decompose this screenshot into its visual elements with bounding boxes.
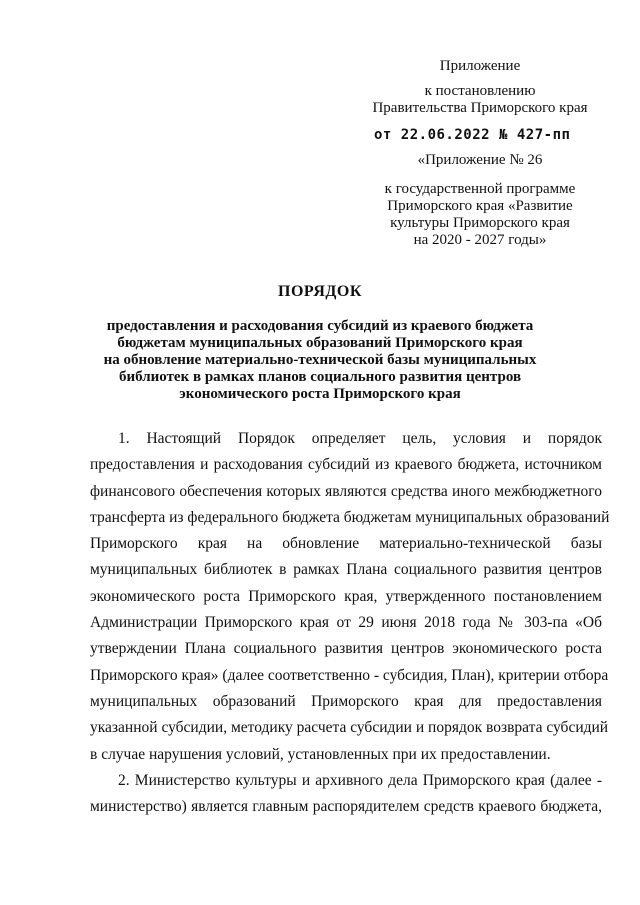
subtitle-line: библиотек в рамках планов социального развития центров (118, 369, 522, 385)
paragraph-line: предоставления и расходования субсидий из краевого бюджета, источником (90, 456, 602, 474)
annex-program-line: Приморского края «Развитие (387, 198, 573, 214)
paragraph-line: Приморского края» (далее соответственно - субсидия, План), критерии отбора (90, 666, 609, 684)
paragraph-line: 2. Министерство культуры и архивного дела Приморского края (далее - (118, 771, 602, 789)
paragraph-line: муниципальных библиотек в рамках Плана социального развития центров (90, 561, 602, 579)
document-body (90, 426, 610, 820)
paragraph-line: трансферта из федерального бюджета бюджетам муниципальных образований (90, 508, 610, 526)
annex-program-line: на 2020 - 2027 годы» (413, 232, 547, 248)
annex-header-line: к постановлению (424, 83, 536, 99)
paragraph-1 (90, 426, 610, 768)
paragraph-line: финансового обеспечения которых являются средства иного межбюджетного (90, 482, 602, 500)
paragraph-line: указанной субсидии, методику расчета субсидии и порядок возврата субсидий (90, 719, 609, 737)
document-subtitle (90, 318, 550, 403)
paragraph-line: министерство) является главным распорядителем средств краевого бюджета, (90, 798, 602, 816)
annex-header (350, 58, 610, 144)
paragraph-line: в случае нарушения условий, установленных при их предоставлении. (90, 745, 551, 763)
annex-program-line: к государственной программе (384, 181, 576, 197)
annex-header-line: Приложение (439, 58, 521, 74)
subtitle-line: экономического роста Приморского края (179, 386, 461, 402)
subtitle-line: на обновление материально-технической базы муниципальных (103, 352, 537, 368)
paragraph-2 (90, 768, 602, 821)
paragraph-line: муниципальных образований Приморского края для предоставления (90, 692, 602, 710)
annex-header-line: Правительства Приморского края (372, 100, 588, 116)
annex-program-reference (350, 152, 610, 249)
document-title: ПОРЯДОК (278, 283, 362, 300)
annex-program-number: «Приложение № 26 (417, 152, 543, 168)
paragraph-line: 1. Настоящий Порядок определяет цель, условия и порядок (118, 430, 602, 447)
paragraph-line: Администрации Приморского края от 29 июня 2018 года № 303-па «Об (90, 614, 602, 632)
paragraph-line: Приморского края на обновление материально-технической базы (90, 535, 602, 553)
annex-program-line: культуры Приморского края (390, 215, 570, 231)
subtitle-line: предоставления и расходования субсидий из краевого бюджета (106, 318, 534, 334)
subtitle-line: бюджетам муниципальных образований Приморского края (117, 335, 523, 351)
resolution-number-stamp: от 22.06.2022 № 427-пп (374, 127, 571, 143)
paragraph-line: экономического роста Приморского края, утвержденного постановлением (90, 587, 602, 605)
paragraph-line: утверждении Плана социального развития центров экономического роста (90, 640, 602, 658)
